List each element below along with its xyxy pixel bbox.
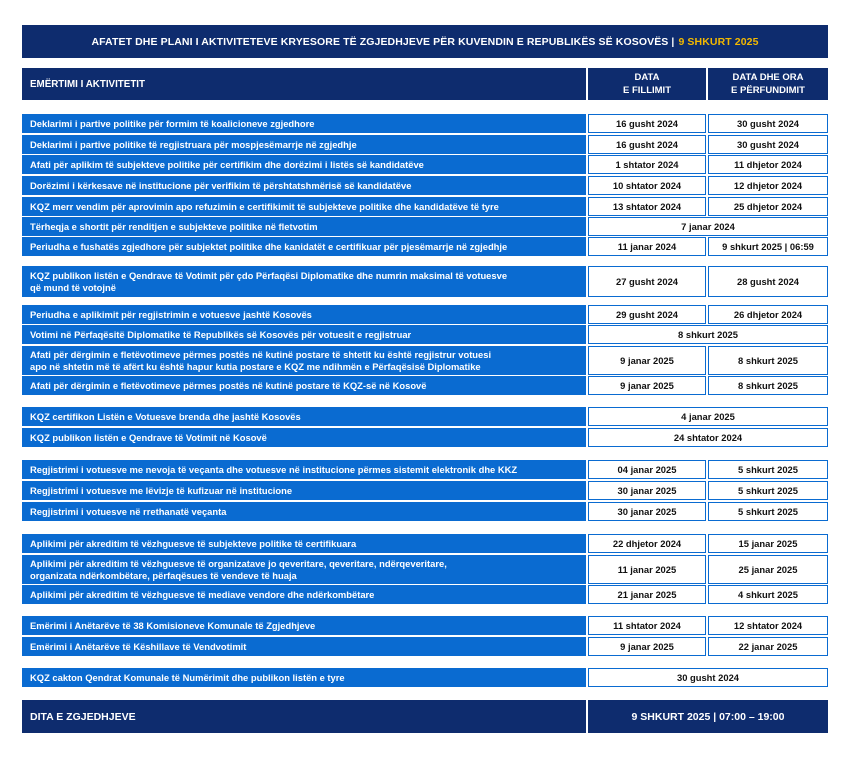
activity-cell [22, 325, 586, 344]
start-date-cell: 30 janar 2025 [588, 481, 706, 500]
table-row [22, 114, 828, 133]
table-row [22, 197, 828, 216]
activity-text: Aplikimi për akreditim të vëzhguesve të organizatave jo qeveritare, qeveritare, ndërqeveritare, [30, 558, 447, 569]
activity-cell [22, 237, 586, 256]
activity-text: Emërimi i Anëtarëve të Këshillave të Vendvotimit [30, 640, 247, 652]
start-date-cell: 30 janar 2025 [588, 502, 706, 521]
activity-text: KQZ merr vendim për aprovimin apo refuzimin e certifikimit të subjekteve politike dhe kandidatëve të tyre [30, 200, 499, 212]
end-date-cell: 15 janar 2025 [708, 534, 828, 553]
end-date-cell: 4 shkurt 2025 [708, 585, 828, 604]
header-end-line1: DATA DHE ORA [732, 72, 804, 83]
activity-text-line2: apo në shtetin më të afërt ku është hapur kutia postare e KQZ me ndihmën e Përfaqësisë Diplomatike [30, 360, 481, 372]
activity-text: Afati për dërgimin e fletëvotimeve përmes postës në kutinë postare të shtetit ku është regjistrur votuesi [30, 349, 492, 360]
activity-cell [22, 376, 586, 395]
activity-cell [22, 616, 586, 635]
date-cell-merged: 4 janar 2025 [588, 407, 828, 426]
activity-text: Periudha e fushatës zgjedhore për subjektet politike dhe kanidatët e certifikuar për pjesëmarrje në zgjedhje [30, 240, 508, 252]
activity-cell [22, 637, 586, 656]
header-start-line2: E FILLIMIT [622, 85, 672, 96]
start-date-cell: 9 janar 2025 [588, 346, 706, 375]
table-row [22, 668, 828, 687]
table-row [22, 481, 828, 500]
activity-cell [22, 176, 586, 195]
header-end-line2: E PËRFUNDIMIT [731, 85, 805, 96]
activity-text: Regjistrimi i votuesve me nevoja të veçanta dhe votuesve në institucione përmes sistemit elektronik dhe KKZ [30, 463, 518, 475]
end-date-cell: 12 shtator 2024 [708, 616, 828, 635]
header-start-date [588, 68, 706, 100]
activity-cell [22, 135, 586, 154]
start-date-cell: 11 shtator 2024 [588, 616, 706, 635]
start-date-cell: 11 janar 2025 [588, 555, 706, 584]
start-date-cell: 9 janar 2025 [588, 376, 706, 395]
start-date-cell: 21 janar 2025 [588, 585, 706, 604]
activity-text: Regjistrimi i votuesve me lëvizje të kufizuar në institucione [30, 484, 293, 496]
end-date-cell: 25 dhjetor 2024 [708, 197, 828, 216]
table-row [22, 534, 828, 553]
activity-cell [22, 155, 586, 174]
activity-cell [22, 460, 586, 479]
end-date-cell: 30 gusht 2024 [708, 135, 828, 154]
end-date-cell: 8 shkurt 2025 [708, 346, 828, 375]
end-date-cell: 25 janar 2025 [708, 555, 828, 584]
table-row [22, 376, 828, 395]
table-row [22, 237, 828, 256]
election-day-time: 9 SHKURT 2025 | 07:00 – 19:00 [588, 700, 828, 733]
activity-cell [22, 555, 586, 584]
activity-cell [22, 407, 586, 426]
start-date-cell: 11 janar 2024 [588, 237, 706, 256]
activity-cell [22, 197, 586, 216]
end-date-cell: 30 gusht 2024 [708, 114, 828, 133]
table-row [22, 217, 828, 236]
activity-text: Dorëzimi i kërkesave në institucione për verifikim të përshtatshmërisë së kandidatëve [30, 179, 412, 191]
activity-text: Tërheqja e shortit për renditjen e subjekteve politike në fletvotim [30, 220, 318, 232]
activity-text: Emërimi i Anëtarëve të 38 Komisioneve Komunale të Zgjedhjeve [30, 619, 316, 631]
activity-text: Afati për aplikim të subjekteve politike për certifikim dhe dorëzimi i listës së kandidatëve [30, 158, 424, 170]
date-cell-merged: 30 gusht 2024 [588, 668, 828, 687]
election-date-highlight: 9 SHKURT 2025 [678, 35, 759, 48]
start-date-cell: 10 shtator 2024 [588, 176, 706, 195]
table-row [22, 176, 828, 195]
date-cell-merged: 7 janar 2024 [588, 217, 828, 236]
activity-cell [22, 668, 586, 687]
end-date-cell: 12 dhjetor 2024 [708, 176, 828, 195]
end-date-cell: 5 shkurt 2025 [708, 502, 828, 521]
end-date-cell: 26 dhjetor 2024 [708, 305, 828, 324]
end-date-cell: 22 janar 2025 [708, 637, 828, 656]
table-row [22, 155, 828, 174]
activity-text: Votimi në Përfaqësitë Diplomatike të Republikës së Kosovës për votuesit e regjistruar [30, 328, 412, 340]
start-date-cell: 16 gusht 2024 [588, 135, 706, 154]
activity-text: KQZ publikon listën e Qendrave të Votimit në Kosovë [30, 431, 267, 443]
activity-cell [22, 502, 586, 521]
activity-text: Periudha e aplikimit për regjistrimin e votuesve jashtë Kosovës [30, 308, 312, 320]
table-header [22, 68, 828, 100]
end-date-cell: 5 shkurt 2025 [708, 460, 828, 479]
activity-cell [22, 114, 586, 133]
start-date-cell: 9 janar 2025 [588, 637, 706, 656]
header-start-line1: DATA [634, 72, 660, 83]
table-row [22, 616, 828, 635]
end-date-cell: 11 dhjetor 2024 [708, 155, 828, 174]
table-row [22, 585, 828, 604]
start-date-cell: 29 gusht 2024 [588, 305, 706, 324]
table-row [22, 502, 828, 521]
page-title-banner [22, 25, 828, 58]
start-date-cell: 16 gusht 2024 [588, 114, 706, 133]
activity-text: Aplikimi për akreditim të vëzhguesve të mediave vendore dhe ndërkombëtare [30, 588, 375, 600]
header-activity: EMËRTIMI I AKTIVITETIT [22, 68, 586, 100]
start-date-cell: 1 shtator 2024 [588, 155, 706, 174]
activity-cell [22, 305, 586, 324]
end-date-cell: 9 shkurt 2025 | 06:59 [708, 237, 828, 256]
start-date-cell: 13 shtator 2024 [588, 197, 706, 216]
activity-text: Deklarimi i partive politike të regjistruara për mospjesëmarrje në zgjedhje [30, 138, 357, 150]
end-date-cell: 5 shkurt 2025 [708, 481, 828, 500]
election-day-row [22, 700, 828, 733]
election-day-label: DITA E ZGJEDHJEVE [22, 700, 586, 733]
table-row [22, 346, 828, 375]
activity-text: Afati për dërgimin e fletëvotimeve përmes postës në kutinë postare të KQZ-së në Kosovë [30, 379, 427, 391]
activity-cell [22, 428, 586, 447]
header-end-date [708, 68, 828, 100]
activity-text: Aplikimi për akreditim të vëzhguesve të subjekteve politike të certifikuara [30, 537, 357, 549]
activity-text-line2: organizata ndërkombëtare, përfaqësues të vendeve të huaja [30, 569, 297, 581]
end-date-cell: 8 shkurt 2025 [708, 376, 828, 395]
table-row [22, 555, 828, 584]
activity-text: KQZ publikon listën e Qendrave të Votimit për çdo Përfaqësi Diplomatike dhe numrin maksimal të votuesve [30, 270, 508, 281]
table-row [22, 266, 828, 297]
table-row [22, 637, 828, 656]
activity-cell [22, 534, 586, 553]
table-row [22, 407, 828, 426]
activity-text-line2: që mund të votojnë [30, 281, 116, 293]
table-row [22, 135, 828, 154]
activity-text: KQZ certifikon Listën e Votuesve brenda dhe jashtë Kosovës [30, 410, 301, 422]
activity-cell [22, 217, 586, 236]
activity-cell [22, 585, 586, 604]
table-row [22, 305, 828, 324]
activity-text: KQZ cakton Qendrat Komunale të Numërimit dhe publikon listën e tyre [30, 671, 345, 683]
activity-cell [22, 481, 586, 500]
table-row [22, 428, 828, 447]
activity-cell [22, 266, 586, 297]
activity-text: Regjistrimi i votuesve në rrethanatë veçanta [30, 505, 227, 517]
activity-cell [22, 346, 586, 375]
start-date-cell: 22 dhjetor 2024 [588, 534, 706, 553]
table-row [22, 325, 828, 344]
page-title: AFATET DHE PLANI I AKTIVITETEVE KRYESORE TË ZGJEDHJEVE PËR KUVENDIN E REPUBLIKËS SË KOSOVËS | [91, 35, 675, 48]
start-date-cell: 27 gusht 2024 [588, 266, 706, 297]
date-cell-merged: 24 shtator 2024 [588, 428, 828, 447]
date-cell-merged: 8 shkurt 2025 [588, 325, 828, 344]
start-date-cell: 04 janar 2025 [588, 460, 706, 479]
activity-text: Deklarimi i partive politike për formim të koalicioneve zgjedhore [30, 117, 315, 129]
table-row [22, 460, 828, 479]
end-date-cell: 28 gusht 2024 [708, 266, 828, 297]
